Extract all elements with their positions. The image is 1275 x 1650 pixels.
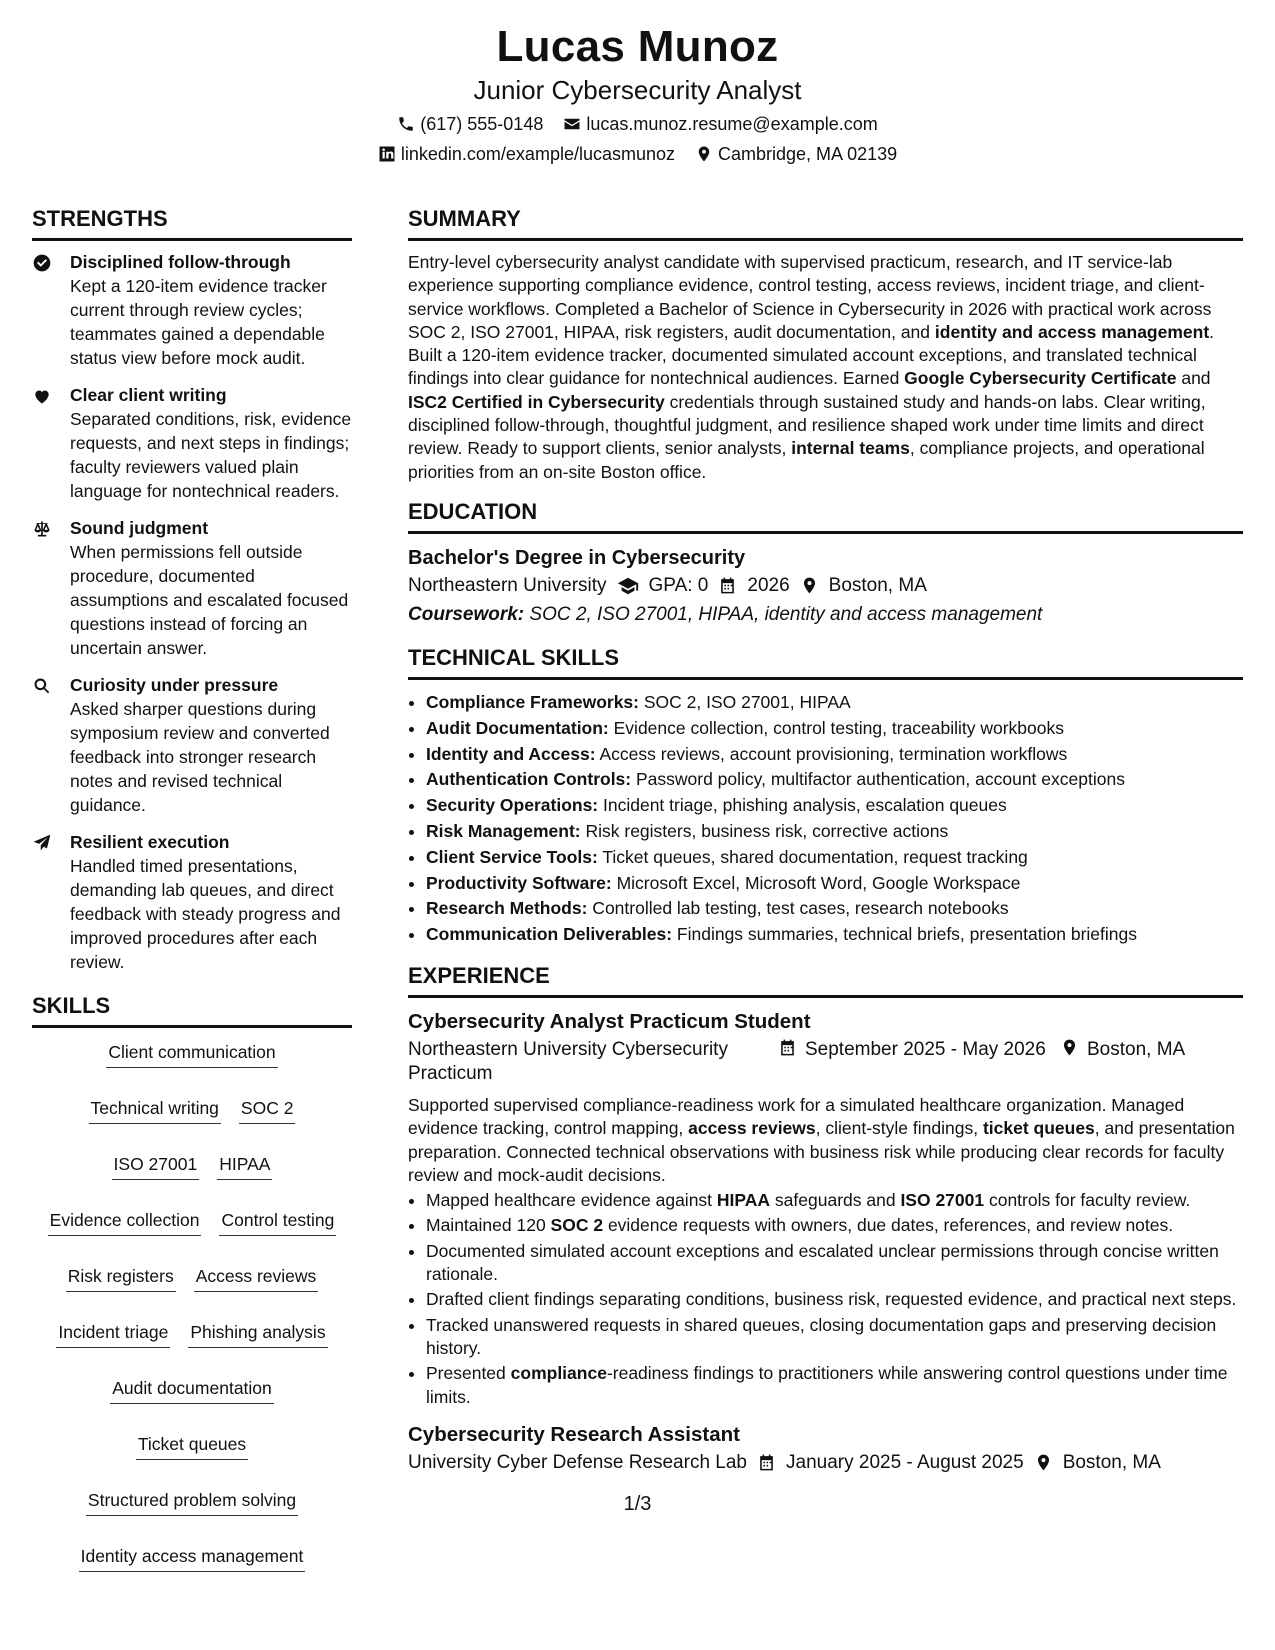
list-item: • Communication Deliverables: Findings summaries, technical briefs, presentation briefings	[426, 922, 1243, 948]
job-organization: Northeastern University Cybersecurity Practicum	[408, 1038, 728, 1084]
list-item: • Identity and Access: Access reviews, account provisioning, termination workflows	[426, 742, 1243, 768]
page-number: 1/3	[623, 1493, 652, 1515]
job-meta	[408, 1449, 1243, 1477]
job-organization: University Cyber Defense Research Lab	[408, 1451, 747, 1473]
map-marker-icon	[695, 145, 713, 163]
email-text[interactable]: lucas.munoz.resume@example.com	[586, 114, 878, 134]
strength-body: Handled timed presentations, demanding lab queues, and direct feedback with steady progress and improved procedures after each review.	[70, 856, 341, 972]
technical-skills-list	[408, 690, 1243, 948]
strength-body: Asked sharper questions during symposium review and converted feedback into stronger research notes and revised technical guidance.	[70, 699, 330, 815]
calendar-icon	[718, 576, 737, 595]
skill-chip: HIPAA	[217, 1152, 272, 1180]
linkedin-icon	[378, 145, 396, 163]
summary-heading: SUMMARY	[408, 205, 1243, 241]
skill-chip: Incident triage	[56, 1320, 170, 1348]
check-circle-icon	[32, 253, 52, 273]
job-location: Boston, MA	[1062, 1451, 1161, 1473]
education-details	[408, 572, 1243, 600]
job-bullets	[408, 1189, 1243, 1409]
skill-chip: Access reviews	[194, 1264, 319, 1292]
job-dates: January 2025 - August 2025	[786, 1451, 1024, 1473]
strength-title: Disciplined follow-through	[70, 252, 291, 272]
list-item: • Client Service Tools: Ticket queues, shared documentation, request tracking	[426, 845, 1243, 871]
skill-chip: SOC 2	[239, 1096, 296, 1124]
job-title: Cybersecurity Analyst Practicum Student	[408, 1009, 811, 1033]
map-marker-icon	[1060, 1038, 1079, 1057]
skill-chip: Client communication	[106, 1040, 277, 1068]
skill-chip: Control testing	[219, 1208, 336, 1236]
list-item: • Documented simulated account exceptions and escalated unclear permissions through concise written rationale.	[426, 1240, 1243, 1287]
education-location: Boston, MA	[828, 574, 927, 596]
skills-heading: SKILLS	[32, 992, 352, 1028]
strength-title: Clear client writing	[70, 385, 227, 405]
map-marker-icon	[800, 576, 819, 595]
search-icon	[32, 676, 52, 696]
strength-title: Curiosity under pressure	[70, 675, 279, 695]
list-item: • Security Operations: Incident triage, phishing analysis, escalation queues	[426, 793, 1243, 819]
strength-item	[32, 674, 352, 817]
job-location: Boston, MA	[1087, 1038, 1186, 1060]
job-title: Cybersecurity Research Assistant	[408, 1422, 740, 1446]
skill-chip: Technical writing	[89, 1096, 221, 1124]
list-item: • Tracked unanswered requests in shared queues, closing documentation gaps and preserving decision history.	[426, 1314, 1243, 1361]
education-gpa: GPA: 0	[648, 574, 709, 596]
phone-icon	[397, 115, 415, 133]
resume-header	[0, 0, 1275, 166]
phone-item	[397, 112, 543, 136]
list-item: • Mapped healthcare evidence against HIPAA safeguards and ISO 27001 controls for faculty review.	[426, 1189, 1243, 1212]
balance-scale-icon	[32, 519, 52, 539]
location-item	[695, 142, 897, 166]
candidate-role: Junior Cybersecurity Analyst	[473, 75, 802, 105]
education-coursework: Coursework: SOC 2, ISO 27001, HIPAA, identity and access management	[408, 603, 1043, 625]
education-heading: EDUCATION	[408, 498, 1243, 534]
list-item: • Research Methods: Controlled lab testing, test cases, research notebooks	[426, 896, 1243, 922]
list-item: • Compliance Frameworks: SOC 2, ISO 27001, HIPAA	[426, 690, 1243, 716]
paper-plane-icon	[32, 833, 52, 853]
skill-chip: Phishing analysis	[188, 1320, 327, 1348]
strength-item	[32, 517, 352, 660]
left-column	[32, 205, 352, 1572]
summary-text: Entry-level cybersecurity analyst candidate with supervised practicum, research, and IT service-lab experience supporting compliance evidence, control testing, access reviews, incident triage, and client-service workflows. Completed a Bachelor of Science in Cybersecurity in 2026 with practical work across SOC 2, ISO 27001, HIPAA, risk registers, audit documentation, and identity and access management. Built a 120-item evidence tracker, documented simulated account exceptions, and translated technical findings into clear guidance for nontechnical audiences. Earned Google Cybersecurity Certificate and ISC2 Certified in Cybersecurity credentials through sustained study and hands-on labs. Clear writing, disciplined follow-through, thoughtful judgment, and resilience shaped work under time limits and direct review. Ready to support clients, senior analysts, internal teams, compliance projects, and operational priorities from an on-site Boston office.	[408, 252, 1215, 482]
strengths-heading: STRENGTHS	[32, 205, 352, 241]
location-text: Cambridge, MA 02139	[718, 144, 898, 164]
calendar-icon	[778, 1038, 797, 1057]
list-item: • Presented compliance-readiness findings to practitioners while answering control questions under time limits.	[426, 1362, 1243, 1409]
skill-chip: ISO 27001	[112, 1152, 200, 1180]
candidate-name: Lucas Munoz	[496, 22, 779, 71]
email-item[interactable]	[563, 112, 877, 136]
right-column	[408, 205, 1243, 1572]
list-item: • Risk Management: Risk registers, business risk, corrective actions	[426, 819, 1243, 845]
heart-icon	[32, 386, 52, 406]
list-item: • Maintained 120 SOC 2 evidence requests with owners, due dates, references, and review notes.	[426, 1214, 1243, 1237]
education-degree: Bachelor's Degree in Cybersecurity	[408, 546, 746, 569]
linkedin-text[interactable]: linkedin.com/example/lucasmunoz	[400, 144, 676, 164]
strength-item	[32, 831, 352, 974]
skill-chip: Identity access management	[79, 1544, 306, 1572]
strength-body: Kept a 120-item evidence tracker current through review cycles; teammates gained a dependable status view before mock audit.	[70, 276, 327, 368]
experience-heading: EXPERIENCE	[408, 962, 1243, 998]
linkedin-item[interactable]	[378, 142, 675, 166]
strength-body: When permissions fell outside procedure, documented assumptions and escalated focused questions instead of forcing an uncertain answer.	[70, 542, 349, 658]
list-item: • Authentication Controls: Password policy, multifactor authentication, account exceptions	[426, 767, 1243, 793]
contact-row-2	[0, 142, 1275, 166]
skill-chip: Evidence collection	[48, 1208, 202, 1236]
job-description: Supported supervised compliance-readiness work for a simulated healthcare organization. Managed evidence tracking, control mapping, access reviews, client-style findings, ticket queues, and presentation preparation. Connected technical observations with business risk while producing clear records for faculty review and mock-audit decisions.	[408, 1094, 1235, 1185]
strength-item	[32, 384, 352, 503]
contact-row-1	[0, 112, 1275, 136]
job-dates: September 2025 - May 2026	[805, 1038, 1046, 1060]
strength-title: Resilient execution	[70, 832, 230, 852]
envelope-icon	[563, 115, 581, 133]
list-item: • Audit Documentation: Evidence collection, control testing, traceability workbooks	[426, 716, 1243, 742]
strength-title: Sound judgment	[70, 518, 209, 538]
education-school: Northeastern University	[408, 574, 607, 596]
skill-chips	[32, 1038, 352, 1572]
skill-chip: Audit documentation	[110, 1376, 274, 1404]
skill-chip: Risk registers	[66, 1264, 176, 1292]
resume-columns	[32, 205, 1243, 1572]
strength-item	[32, 251, 352, 370]
skill-chip: Ticket queues	[136, 1432, 248, 1460]
skill-chip: Structured problem solving	[86, 1488, 298, 1516]
graduation-cap-icon	[617, 575, 639, 597]
strength-body: Separated conditions, risk, evidence requests, and next steps in findings; faculty reviewers valued plain language for nontechnical readers.	[70, 409, 352, 501]
education-year: 2026	[747, 574, 790, 596]
list-item: • Drafted client findings separating conditions, business risk, requested evidence, and practical next steps.	[426, 1288, 1243, 1311]
calendar-icon	[757, 1453, 776, 1472]
map-marker-icon	[1034, 1453, 1053, 1472]
phone-text: (617) 555-0148	[420, 114, 544, 134]
technical-skills-heading: TECHNICAL SKILLS	[408, 644, 1243, 680]
list-item: • Productivity Software: Microsoft Excel, Microsoft Word, Google Workspace	[426, 871, 1243, 897]
job-meta	[408, 1038, 1243, 1086]
